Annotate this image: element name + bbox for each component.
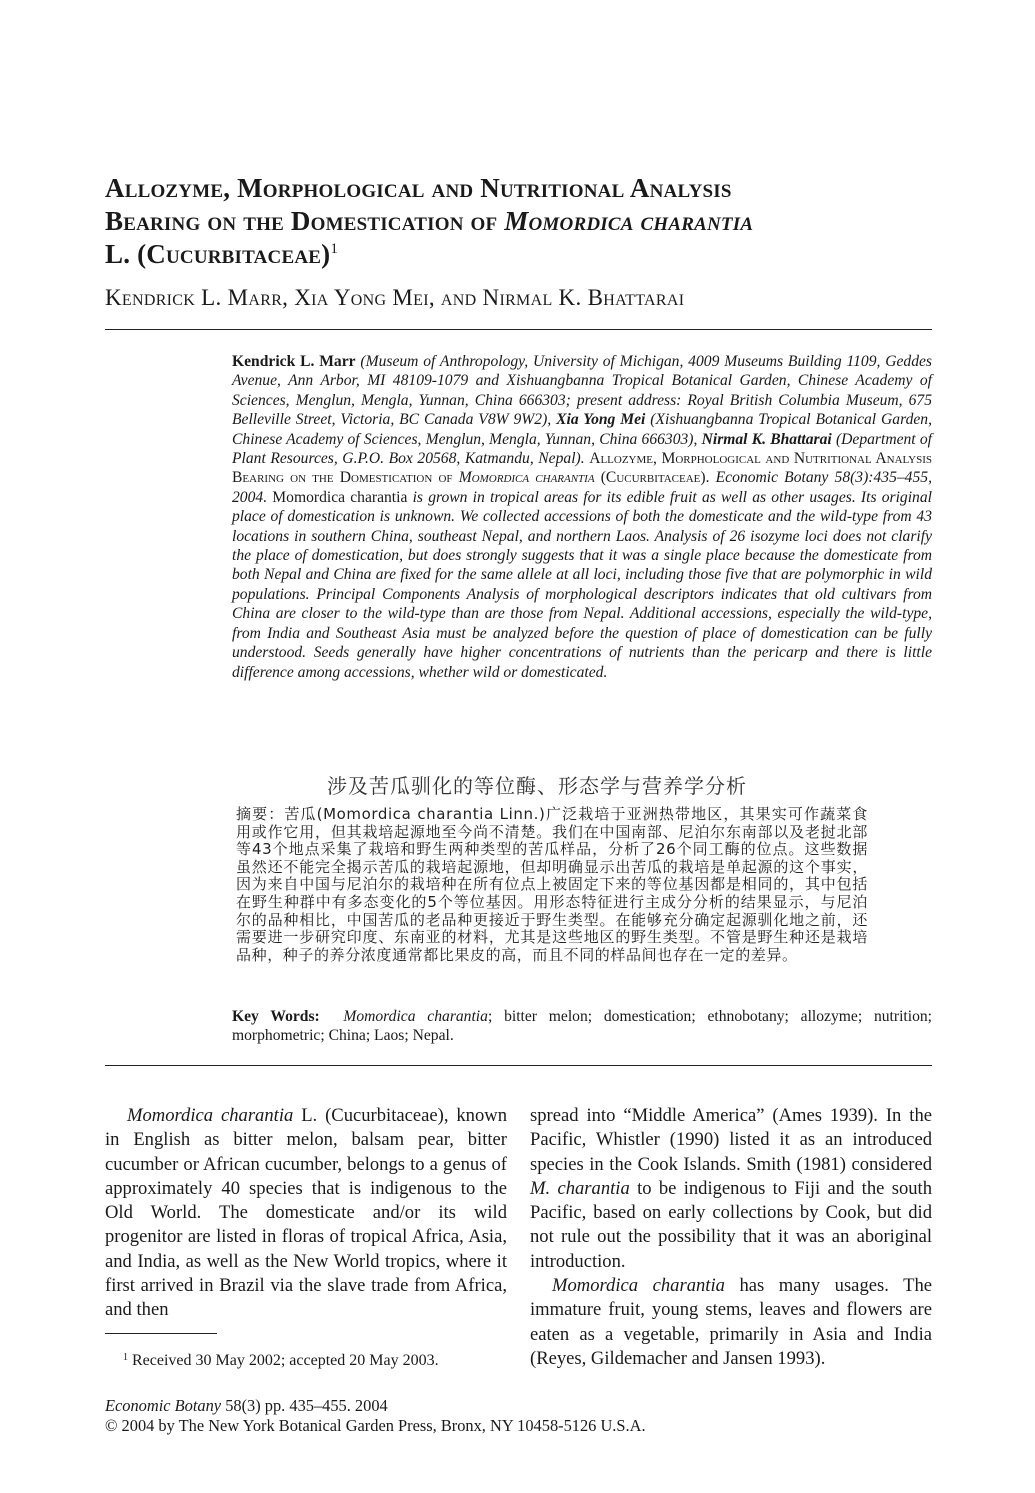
intro-species: Momordica charantia bbox=[127, 1105, 294, 1126]
chinese-abstract-text: 摘要：苦瓜(Momordica charantia Linn.)广泛栽培于亚洲热带地区，其果实可作蔬菜食用或作它用，但其栽培起源地至今尚不清楚。我们在中国南部、尼泊尔东南部以及老挝北部等43个地点采集了栽培和野生两种类型的苦瓜样品，分析了26个同工酶的位点。这些数据虽然还不能完全揭示苦瓜的栽培起源地，但却明确显示出苦瓜的栽培是单起源的这个事实，因为来自中国与尼泊尔的栽培种在所有位点上被固定下来的等位基因都是相同的，其中包括在野生种群中有多态变化的5个等位基因。用形态特征进行主成分分析的结果显示，与尼泊尔的品种相比，中国苦瓜的老品种更接近于野生类型。在能够充分确定起源驯化地之前，还需要进一步研究印度、东南亚的材料，尤其是这些地区的野生类型。不管是野生种还是栽培品种，种子的养分浓度通常都比果皮的高，而且不同的样品间也存在一定的差异。 bbox=[236, 805, 868, 964]
chinese-abstract-title: 涉及苦瓜驯化的等位酶、形态学与营养学分析 bbox=[327, 774, 747, 798]
footnote-marker: 1 bbox=[123, 1352, 128, 1363]
author1-name: Kendrick L. Marr bbox=[232, 353, 356, 370]
continued-text-a: spread into “Middle America” (Ames 1939). In the Pacific, Whistler (1990) listed it as an introduced species in the Cook Islands. Smith (1981) considered bbox=[530, 1105, 932, 1175]
intro-paragraph-1 bbox=[105, 1104, 507, 1323]
continued-text-b: to be indigenous to Fiji and the south Pacific, based on early collections by Cook, but did not rule out the possibility that it was an aboriginal introduction. bbox=[530, 1177, 933, 1272]
author-list: Kendrick L. Marr, Xia Yong Mei, and Nirmal K. Bhattarai bbox=[105, 285, 685, 310]
usage-species: Momordica charantia bbox=[552, 1275, 725, 1297]
author3-affiliation: (Department of Plant Resources, G.P.O. Box 20568, Katmandu, Nepal). bbox=[232, 430, 932, 468]
abstract-citation: Economic Botany 58(3):435–455, 2004. bbox=[232, 469, 932, 506]
abstract-body: is grown in tropical areas for its edible fruit as well as other usages. Its original place of domestication is unknown. We collected accessions of both the domesticate and the wild-type from 43 locations in southern China, southeast Nepal, and northern Laos. Analysis of 26 isozyme loci does not clarify the place of domestication, but does strongly suggests that it was a single place because the domesticate from both Nepal and China are fixed for the same allele at all loci, including those five that are polymorphic in wild populations. Principal Components Analysis of morphological descriptors indicates that old cultivars from China are closer to the wild-type than are those from Nepal. Additional accessions, especially the wild-type, from India and Southeast Asia must be analyzed before the question of place of domestication can be fully understood. Seeds generally have higher concentrations of nutrients than the pericarp and there is little difference among accessions, whether wild or domesticated. bbox=[232, 488, 932, 681]
intro-paragraph-1-continued bbox=[530, 1104, 932, 1274]
title-line-2-prefix: Bearing on the Domestication of bbox=[105, 206, 505, 236]
chinese-abstract-body bbox=[236, 806, 868, 964]
author2-affiliation: (Xishuangbanna Tropical Botanical Garden, Chinese Academy of Sciences, Menglun, Mengla, Yunnan, China 666303), bbox=[232, 411, 932, 448]
footnote-rule bbox=[105, 1333, 217, 1334]
footnote-text: Received 30 May 2002; accepted 20 May 2003. bbox=[132, 1352, 439, 1369]
keywords-label: Key Words: bbox=[232, 1008, 320, 1025]
usage-text: has many usages. The immature fruit, young stems, leaves and flowers are eaten as a vegetable, primarily in Asia and India (Reyes, Gildemacher and Jansen 1993). bbox=[530, 1275, 932, 1369]
key-words bbox=[232, 1007, 932, 1046]
body-column-right bbox=[530, 1104, 932, 1371]
keywords-species: Momordica charantia bbox=[343, 1008, 488, 1025]
article-title bbox=[105, 172, 935, 271]
title-line-3: L. (Cucurbitaceae) bbox=[105, 239, 331, 269]
top-rule bbox=[105, 329, 932, 330]
journal-name: Economic Botany bbox=[105, 1396, 222, 1415]
author3-name: Nirmal K. Bhattarai bbox=[701, 430, 832, 448]
title-line-1: Allozyme, Morphological and Nutritional Analysis bbox=[105, 173, 732, 203]
footnote bbox=[123, 1352, 439, 1370]
intro-text: L. (Cucurbitaceae), known in English as bitter melon, balsam pear, bitter cucumber or African cucumber, belongs to a genus of approximately 40 species that is indigenous to the Old World. The domesticate and/or its wild progenitor are listed in floras of tropical Africa, Asia, and India, as well as the New World tropics, where it first arrived in Brazil via the slave trade from Africa, and then bbox=[105, 1105, 507, 1321]
english-abstract bbox=[232, 352, 932, 682]
keywords-list: ; bitter melon; domestication; ethnobotany; allozyme; nutrition; morphometric; China; Laos; Nepal. bbox=[232, 1008, 932, 1045]
abstract-title-species: Momordica charantia bbox=[458, 469, 595, 487]
author1-affiliation: (Museum of Anthropology, University of Michigan, 4009 Museums Building 1109, Geddes Avenue, Ann Arbor, MI 48109-1079 and Xishuangbanna Tropical Botanical Garden, Chinese Academy of Sciences, Menglun, Mengla, Yunnan, China 666303; present address: Royal British Columbia Museum, 675 Belleville Street, Victoria, BC Canada V8W 9W2), bbox=[232, 353, 932, 429]
journal-footer bbox=[105, 1396, 646, 1436]
intro-paragraph-2 bbox=[530, 1274, 932, 1371]
continued-species: M. charantia bbox=[530, 1177, 630, 1199]
body-column-left bbox=[105, 1104, 507, 1323]
abstract-title-family: (Cucurbitaceae). bbox=[600, 469, 710, 487]
abstract-species: Momordica charantia bbox=[272, 488, 408, 506]
abstract-title-smallcaps: Allozyme, Morphological and Nutritional Analysis Bearing on the Domestication of bbox=[232, 450, 932, 487]
journal-issue: 58(3) pp. 435–455. 2004 bbox=[225, 1396, 388, 1415]
title-species: Momordica charantia bbox=[504, 206, 754, 236]
article-title-heading bbox=[105, 172, 935, 271]
copyright-line: © 2004 by The New York Botanical Garden Press, Bronx, NY 10458-5126 U.S.A. bbox=[105, 1416, 646, 1435]
bottom-rule bbox=[105, 1065, 932, 1066]
title-footnote-marker: 1 bbox=[330, 241, 339, 257]
author2-name: Xia Yong Mei bbox=[556, 411, 646, 429]
